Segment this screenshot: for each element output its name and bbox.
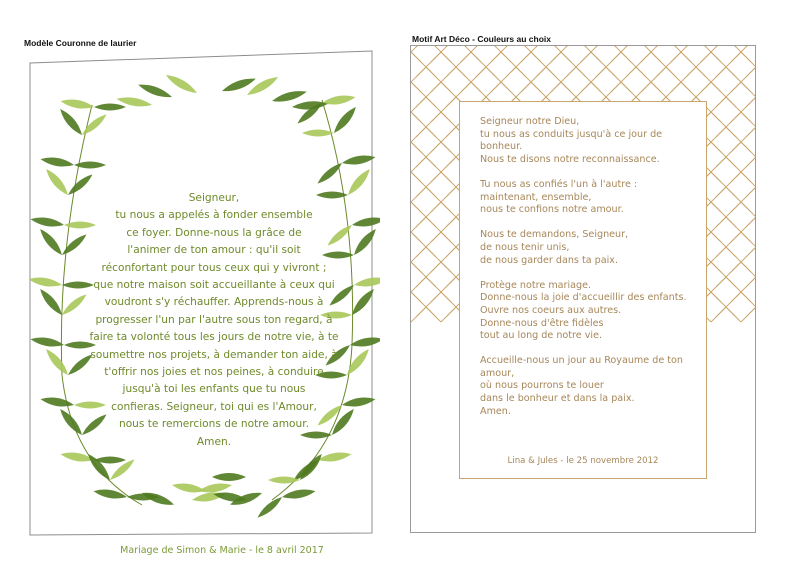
deco-tile	[426, 112, 456, 127]
laurel-leaf	[30, 215, 65, 229]
deco-tile	[726, 292, 755, 307]
deco-tile	[681, 46, 711, 52]
deco-tile	[531, 67, 561, 82]
laurel-leaf	[351, 226, 379, 257]
deco-tile	[486, 82, 516, 97]
laurel-leaf	[40, 155, 75, 169]
deco-tile	[711, 217, 741, 232]
left-prayer-line: tu nous a appelés à fonder ensemble	[115, 209, 313, 222]
laurel-leaf	[341, 153, 376, 167]
deco-tile	[606, 82, 636, 97]
laurel-leaf	[43, 166, 71, 197]
left-prayer-line: Seigneur,	[188, 192, 240, 204]
deco-tile	[441, 46, 471, 52]
deco-tile	[411, 142, 426, 157]
deco-tile	[711, 97, 741, 112]
deco-tile	[681, 67, 711, 82]
deco-tile	[711, 247, 741, 262]
deco-tile	[711, 187, 741, 202]
deco-tile	[411, 277, 441, 292]
deco-tile	[456, 82, 486, 97]
deco-tile	[471, 67, 501, 82]
laurel-leaf	[281, 487, 316, 501]
deco-tile	[726, 112, 755, 127]
deco-tile	[651, 46, 681, 52]
deco-tile	[426, 82, 456, 97]
deco-tile	[426, 142, 456, 157]
right-prayer-line: Ouvre nos coeurs aux autres.	[480, 304, 622, 316]
deco-tile	[411, 67, 441, 82]
deco-tile	[411, 187, 441, 202]
deco-tile	[726, 82, 755, 97]
art-deco-card	[410, 45, 756, 533]
deco-tile	[411, 82, 426, 97]
deco-tile	[576, 82, 606, 97]
laurel-leaf	[353, 275, 380, 289]
deco-tile	[426, 232, 456, 247]
right-prayer-line: de nous tenir unis,	[480, 241, 570, 253]
deco-tile	[546, 82, 576, 97]
right-prayer-line: dans le bonheur et dans la paix.	[480, 393, 635, 405]
right-prayer-line: Seigneur notre Dieu,	[480, 116, 580, 127]
left-prayer-line: Amen.	[196, 435, 232, 448]
deco-tile	[411, 157, 441, 172]
deco-tile	[426, 52, 456, 67]
left-prayer-line: confieras. Seigneur, toi qui es l'Amour,	[111, 400, 317, 413]
laurel-leaf	[60, 97, 95, 111]
laurel-leaf	[302, 130, 334, 137]
deco-tile	[411, 97, 441, 112]
deco-tile	[711, 157, 741, 172]
left-prayer-line: réconfortant pour tous ceux qui y vivront ;	[101, 261, 327, 274]
left-prayer-line: nous te remercions de notre amour.	[118, 418, 309, 431]
right-prayer-text	[480, 116, 700, 418]
laurel-leaf	[351, 215, 380, 229]
deco-tile	[411, 112, 426, 127]
laurel-leaf	[40, 395, 75, 409]
laurel-leaf	[341, 395, 376, 409]
deco-tile	[411, 46, 441, 52]
deco-tile	[666, 52, 696, 67]
deco-tile	[411, 307, 441, 322]
laurel-leaf	[171, 481, 206, 495]
deco-tile	[531, 46, 561, 52]
left-prayer-line: soumettre nos projets, à demander ton aide, à	[90, 348, 338, 361]
right-prayer-line: amour,	[480, 367, 515, 379]
laurel-leaf	[212, 473, 246, 481]
right-prayer-line: Accueille-nous un jour au Royaume de ton	[480, 355, 683, 367]
deco-tile	[606, 52, 636, 67]
laurel-leaf	[93, 487, 128, 501]
deco-tile	[411, 232, 426, 247]
deco-tile	[651, 67, 681, 82]
laurel-leaf	[345, 166, 373, 197]
laurel-leaf	[344, 346, 372, 377]
deco-tile	[411, 262, 426, 277]
left-couple-footer: Mariage de Simon & Marie - le 8 avril 2017	[120, 545, 324, 556]
deco-tile	[501, 46, 531, 52]
laurel-leaf	[30, 335, 65, 349]
deco-tile	[741, 97, 755, 112]
deco-tile	[696, 52, 726, 67]
deco-tile	[411, 127, 441, 142]
right-prayer-line: tout au long de notre vie.	[480, 330, 603, 342]
right-prayer-line: Amen.	[480, 405, 511, 417]
deco-tile	[726, 232, 755, 247]
deco-tile	[741, 127, 755, 142]
deco-tile	[711, 127, 741, 142]
right-prayer-line: Donne-nous d'être fidèles	[480, 317, 604, 329]
laurel-leaf	[137, 81, 174, 101]
deco-tile	[411, 247, 441, 262]
right-prayer-line: nous te confions notre amour.	[480, 204, 624, 216]
deco-tile	[636, 82, 666, 97]
deco-tile	[741, 277, 755, 292]
deco-tile	[741, 217, 755, 232]
deco-tile	[561, 67, 591, 82]
deco-tile	[726, 202, 755, 217]
left-prayer-line: voudront s'y réchauffer. Apprends-nous à	[104, 296, 324, 309]
right-prayer-line: Nous te disons notre reconnaissance.	[480, 153, 660, 165]
deco-tile	[516, 52, 546, 67]
laurel-leaf	[331, 104, 359, 135]
left-prayer-text	[84, 190, 344, 451]
left-prayer-line: progresser l'un par l'autre sous ton regard, à	[95, 313, 333, 326]
deco-tile	[561, 46, 591, 52]
right-prayer-line: de nous garder dans ta paix.	[480, 254, 618, 266]
deco-tile	[426, 202, 456, 217]
deco-tile	[726, 172, 755, 187]
right-prayer-line: bonheur.	[480, 141, 523, 153]
deco-tile	[456, 52, 486, 67]
deco-tile	[726, 52, 755, 67]
deco-tile	[696, 82, 726, 97]
right-prayer-line: où nous pourrons te louer	[480, 380, 604, 392]
right-prayer-line: Tu nous as confiés l'un à l'autre :	[480, 178, 638, 190]
deco-tile	[441, 67, 471, 82]
deco-tile	[411, 172, 426, 187]
right-prayer-line: Donne-nous la joie d'accueillir des enfants.	[480, 292, 687, 304]
left-prayer-line: jusqu'à toi les enfants que tu nous	[122, 383, 306, 396]
deco-tile	[411, 217, 441, 232]
laurel-leaf	[80, 112, 109, 138]
left-prayer-line: t'offrir nos joies et nos peines, à conduire	[104, 366, 324, 379]
deco-tile	[741, 46, 755, 52]
laurel-leaf	[255, 494, 284, 520]
deco-tile	[411, 202, 426, 217]
deco-tile	[636, 52, 666, 67]
laurel-leaf	[245, 74, 280, 99]
deco-tile	[411, 52, 426, 67]
right-prayer-line: tu nous as conduits jusqu'à ce jour de	[480, 128, 663, 140]
deco-tile	[741, 247, 755, 262]
laurel-leaf	[271, 88, 308, 105]
deco-tile	[621, 46, 651, 52]
laurel-leaf	[37, 226, 65, 257]
laurel-wreath-card	[22, 45, 380, 556]
laurel-leaf	[37, 286, 65, 317]
text-panel	[459, 101, 707, 479]
deco-tile	[471, 46, 501, 52]
deco-tile	[726, 142, 755, 157]
deco-tile	[666, 82, 696, 97]
deco-tile	[621, 67, 651, 82]
deco-tile	[741, 307, 755, 322]
right-prayer-line: maintenant, ensemble,	[480, 191, 592, 203]
left-prayer-line: que notre maison soit accueillante à ceux qui	[93, 279, 335, 292]
deco-tile	[411, 292, 426, 307]
deco-tile	[711, 67, 741, 82]
laurel-leaf	[317, 450, 352, 464]
laurel-leaf	[57, 406, 85, 437]
right-prayer-line: Nous te demandons, Seigneur,	[480, 229, 629, 241]
left-prayer-line: ce foyer. Donne-nous la grâce de	[126, 226, 302, 239]
laurel-leaf	[43, 346, 71, 377]
deco-tile	[426, 172, 456, 187]
laurel-leaf	[85, 451, 113, 482]
deco-tile	[486, 52, 516, 67]
laurel-leaf	[28, 275, 63, 289]
deco-tile	[591, 46, 621, 52]
deco-tile	[576, 52, 606, 67]
deco-tile	[546, 52, 576, 67]
deco-tile	[711, 307, 741, 322]
deco-tile	[741, 67, 755, 82]
deco-tile	[591, 67, 621, 82]
deco-tile	[741, 157, 755, 172]
deco-tile	[711, 277, 741, 292]
laurel-leaf	[57, 106, 85, 137]
laurel-leaf	[164, 72, 199, 97]
deco-tile	[426, 292, 456, 307]
deco-tile	[516, 82, 546, 97]
deco-tile	[726, 262, 755, 277]
deco-tile	[501, 67, 531, 82]
laurel-leaf	[94, 104, 126, 111]
laurel-leaf	[297, 451, 325, 482]
laurel-leaf	[321, 93, 356, 107]
deco-tile	[741, 187, 755, 202]
left-prayer-line: faire ta volonté tous les jours de notre vie, à te	[89, 331, 339, 344]
laurel-leaf	[349, 335, 380, 349]
deco-tile	[426, 262, 456, 277]
left-prayer-line: l'animer de ton amour : qu'il soit	[127, 244, 301, 257]
laurel-leaf	[349, 286, 377, 317]
right-couple-footer: Lina & Jules - le 25 novembre 2012	[507, 456, 659, 466]
deco-tile	[711, 46, 741, 52]
right-prayer-line: Protège notre mariage.	[480, 279, 592, 291]
left-model-caption: Modèle Couronne de laurier	[24, 38, 137, 48]
right-model-caption: Motif Art Déco - Couleurs au choix	[412, 34, 552, 44]
